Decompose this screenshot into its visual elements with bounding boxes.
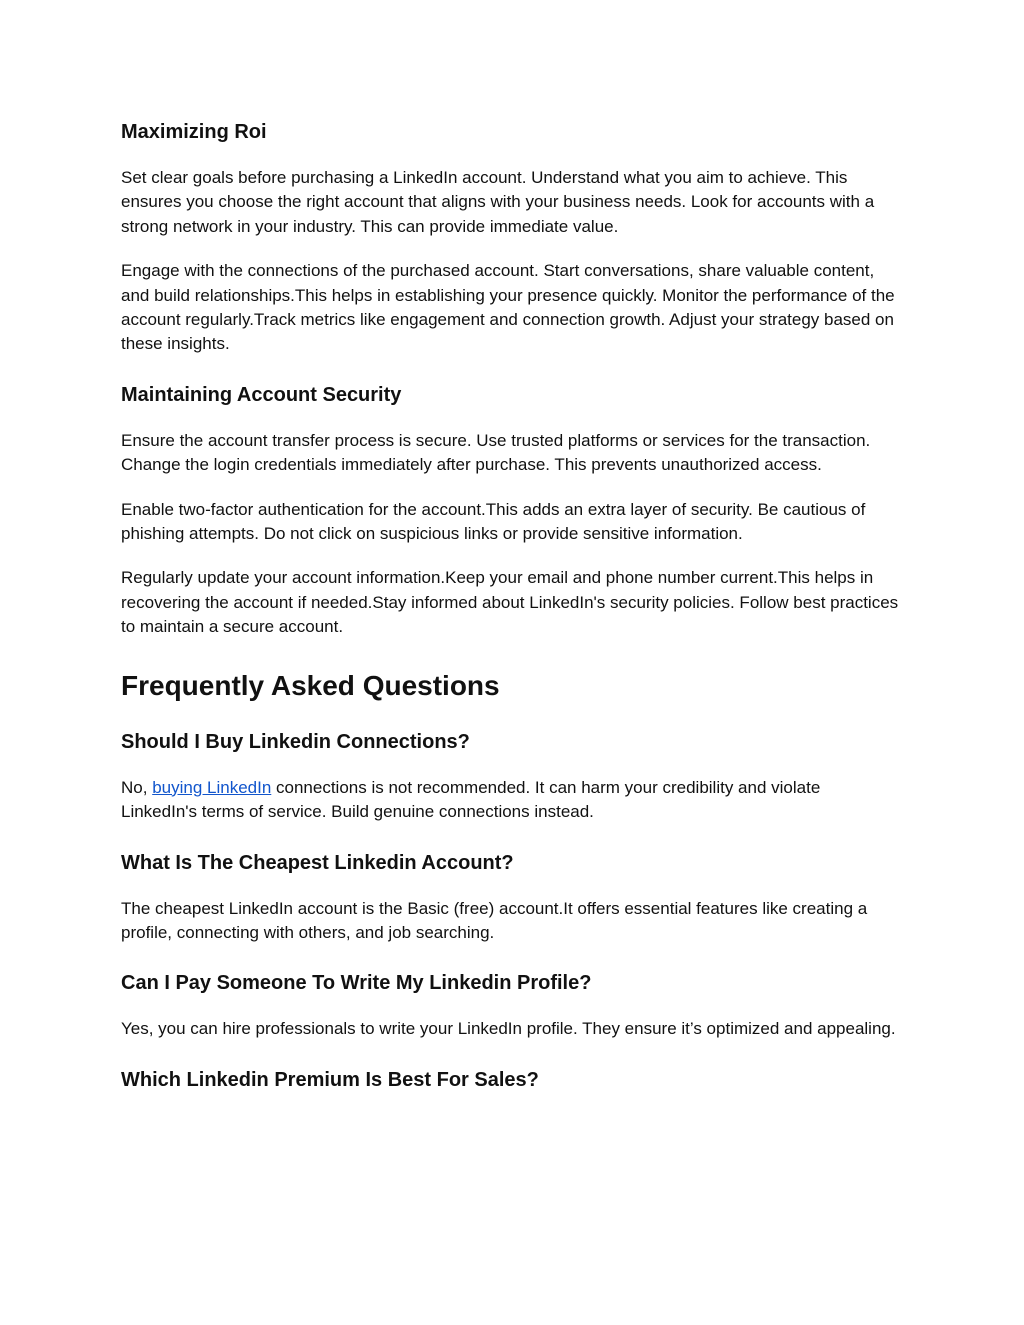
section-heading-maximizing-roi: Maximizing Roi: [121, 121, 267, 143]
paragraph-security-transfer: Ensure the account transfer process is secure. Use trusted platforms or services for the transaction. Change the login credentials immediately after purchase. This prevents unauthorized access.: [121, 430, 871, 475]
section-heading-account-security: Maintaining Account Security: [121, 383, 402, 406]
paragraph-security-2fa: Enable two-factor authentication for the account.This adds an extra layer of security. Be cautious of phishing attempts. Do not click on suspicious links or provide sensitive information.: [121, 499, 866, 544]
faq-question-pay-someone: Can I Pay Someone To Write My Linkedin Profile?: [121, 972, 592, 995]
paragraph-roi-engage: Engage with the connections of the purchased account. Start conversations, share valuable content, and build relationships.This helps in establishing your presence quickly. Monitor the performance of the account regularly.Track metrics like engagement and connection growth. Adjust your strategy based on these insights.: [121, 261, 895, 354]
paragraph-roi-goals: Set clear goals before purchasing a LinkedIn account. Understand what you aim to achieve. This ensures you choose the right account that aligns with your business needs. Look for accounts with a strong network in your industry. This can provide immediate value.: [121, 168, 875, 236]
faq-question-buy-connections: Should I Buy Linkedin Connections?: [121, 730, 470, 753]
buying-linkedin-link[interactable]: buying LinkedIn: [152, 777, 272, 797]
faq-heading: Frequently Asked Questions: [121, 669, 500, 701]
faq-answer-cheapest-account: The cheapest LinkedIn account is the Basic (free) account.It offers essential features like creating a profile, connecting with others, and job searching.: [121, 898, 868, 942]
faq-question-cheapest-account: What Is The Cheapest Linkedin Account?: [121, 851, 514, 874]
faq-answer-buy-connections: [121, 776, 901, 825]
faq-answer-prefix: No,: [121, 777, 153, 797]
faq-answer-pay-someone: Yes, you can hire professionals to write your LinkedIn profile. They ensure it’s optimized and appealing.: [121, 1019, 896, 1039]
faq-question-premium-sales: Which Linkedin Premium Is Best For Sales?: [121, 1068, 539, 1091]
paragraph-security-update: Regularly update your account information.Keep your email and phone number current.This helps in recovering the account if needed.Stay informed about LinkedIn's security policies. Follow best practices to maintain a secure account.: [121, 568, 899, 637]
faq-answer-suffix: connections is not recommended. It can harm your credibility and violate LinkedIn's terms of service. Build genuine connections instead.: [121, 777, 821, 822]
document-page: [121, 118, 901, 1094]
